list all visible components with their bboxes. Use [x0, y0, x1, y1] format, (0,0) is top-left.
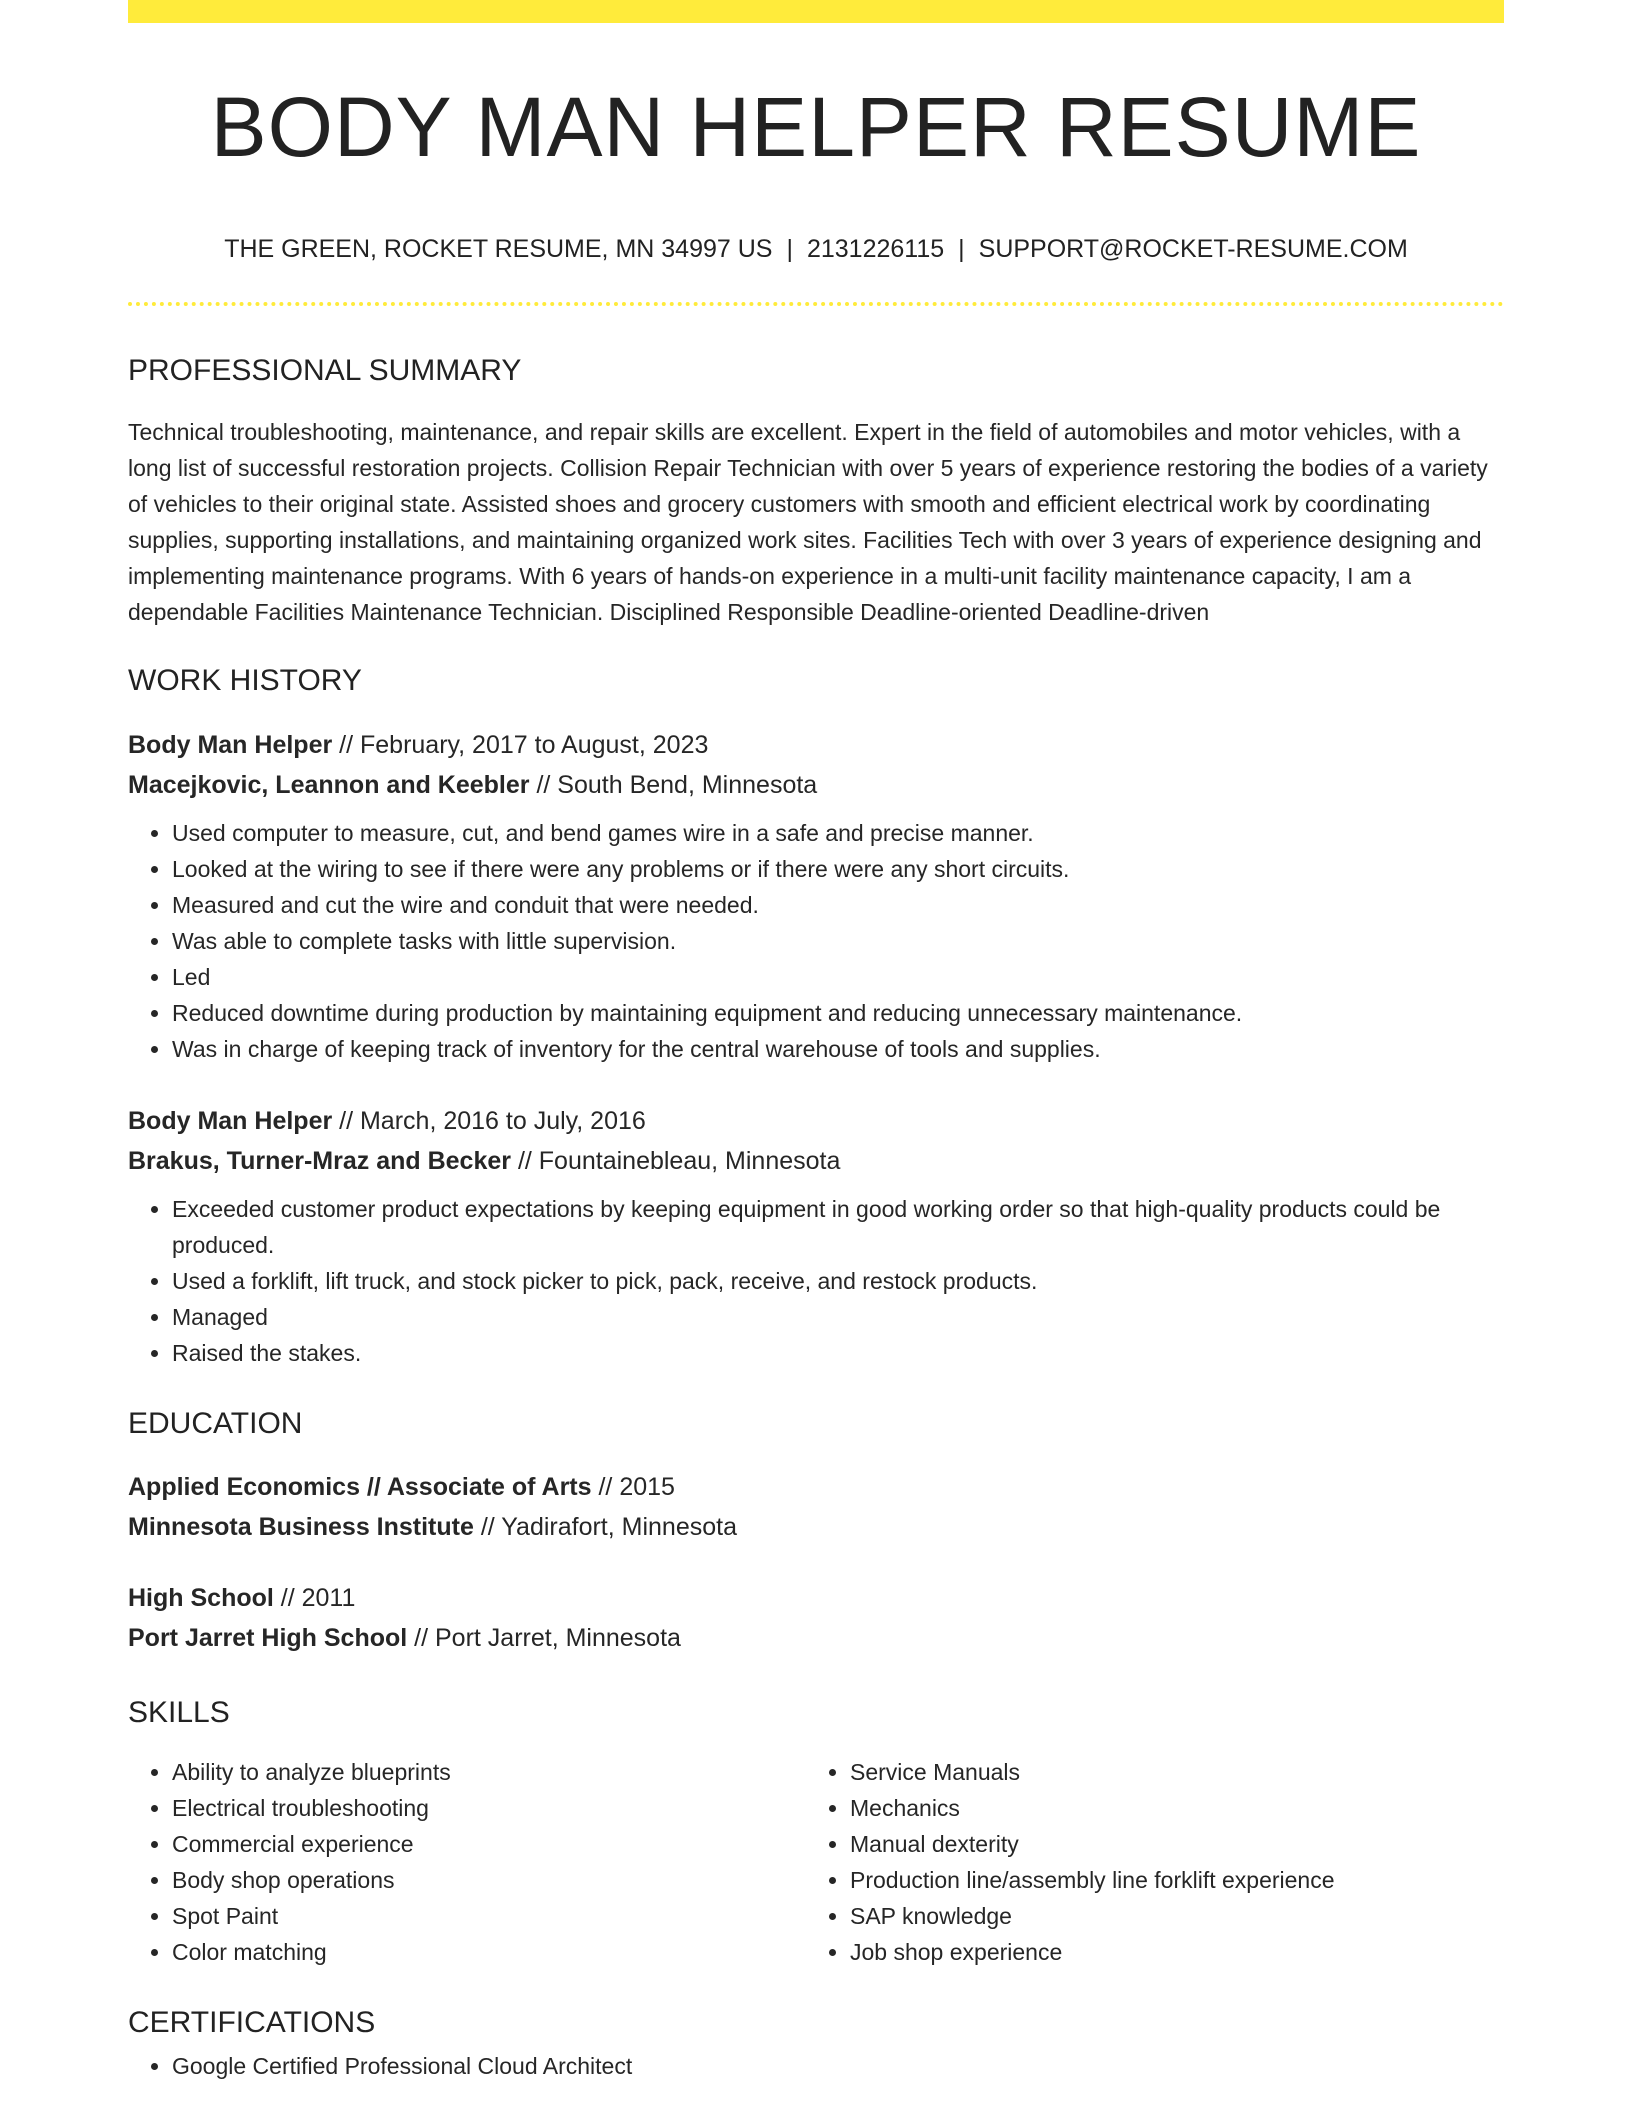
summary-text: Technical troubleshooting, maintenance, and repair skills are excellent. Expert in the field of automobiles and motor vehicles, with a long list of successful restoration projects. Collision Repair Technician with over 5 years of experience restoring the bodies of a variety of vehicles to their original state. Assisted shoes and grocery customers with smooth and efficient electrical work by coordinating supplies, supporting installations, and maintaining organized work sites. Facilities Tech with over 3 years of experience designing and implementing maintenance programs. With 6 years of hands-on experience in a multi-unit facility maintenance capacity, I am a dependable Facilities Maintenance Technician. Disciplined Responsible Deadline-oriented Deadline-driven — [128, 419, 1488, 625]
summary-heading: PROFESSIONAL SUMMARY — [128, 354, 522, 387]
education-entry — [128, 1578, 1504, 1658]
job-title-line — [128, 1101, 1504, 1141]
accent-top-bar — [128, 0, 1504, 23]
education-year: // 2011 — [273, 1584, 356, 1612]
certifications-list — [128, 2048, 1504, 2084]
education-school-line — [128, 1618, 1504, 1658]
contact-separator: | — [786, 235, 793, 263]
list-item: • Ability to analyze blueprints — [172, 1754, 806, 1790]
list-item: • Measured and cut the wire and conduit that were needed. — [172, 887, 1504, 923]
job-company-line — [128, 765, 1504, 805]
education-location: // Yadirafort, Minnesota — [473, 1513, 737, 1541]
education-degree: Applied Economics // Associate of Arts — [128, 1473, 592, 1501]
dotted-divider — [128, 302, 1504, 306]
skills-list — [806, 1754, 1504, 1970]
list-item: • Color matching — [172, 1934, 806, 1970]
skills-list — [128, 1754, 806, 1970]
list-item: • Raised the stakes. — [172, 1335, 1504, 1371]
skills-heading: SKILLS — [128, 1696, 230, 1729]
list-item: • Reduced downtime during production by maintaining equipment and reducing unnecessary maintenance. — [172, 995, 1504, 1031]
job-company: Macejkovic, Leannon and Keebler — [128, 771, 530, 799]
education-school-line — [128, 1507, 1504, 1547]
contact-line — [128, 237, 1504, 262]
list-item: • Managed — [172, 1299, 1504, 1335]
job-bullet-list — [128, 815, 1504, 1067]
education-location: // Port Jarret, Minnesota — [407, 1624, 681, 1652]
education-school: Minnesota Business Institute — [128, 1513, 474, 1541]
job-dates: // March, 2016 to July, 2016 — [332, 1107, 646, 1135]
certifications-heading: CERTIFICATIONS — [128, 2006, 376, 2039]
education-degree-line — [128, 1467, 1504, 1507]
list-item: • Commercial experience — [172, 1826, 806, 1862]
education-year: // 2015 — [591, 1473, 675, 1501]
list-item: • Production line/assembly line forklift experience — [850, 1862, 1504, 1898]
resume-page — [128, 0, 1504, 2084]
list-item: • Was able to complete tasks with little supervision. — [172, 923, 1504, 959]
list-item: • Exceeded customer product expectations by keeping equipment in good working order so that high-quality products could be produced. — [172, 1191, 1504, 1263]
list-item: • Mechanics — [850, 1790, 1504, 1826]
skills-right-column — [806, 1754, 1504, 1970]
education-heading: EDUCATION — [128, 1407, 303, 1440]
list-item: • Job shop experience — [850, 1934, 1504, 1970]
skills-columns — [128, 1754, 1504, 1970]
job-bullet-list — [128, 1191, 1504, 1371]
list-item: • Service Manuals — [850, 1754, 1504, 1790]
job-entry — [128, 725, 1504, 1067]
resume-title: BODY MAN HELPER RESUME — [210, 80, 1422, 174]
list-item: • Used computer to measure, cut, and bend games wire in a safe and precise manner. — [172, 815, 1504, 851]
job-role: Body Man Helper — [128, 1107, 333, 1135]
education-school: Port Jarret High School — [128, 1624, 408, 1652]
job-title-line — [128, 725, 1504, 765]
contact-separator: | — [958, 235, 965, 263]
job-company: Brakus, Turner-Mraz and Becker — [128, 1147, 511, 1175]
list-item: • Was in charge of keeping track of inventory for the central warehouse of tools and supplies. — [172, 1031, 1504, 1067]
work-history-heading: WORK HISTORY — [128, 664, 362, 697]
list-item: • Led — [172, 959, 1504, 995]
list-item: • Body shop operations — [172, 1862, 806, 1898]
contact-email: SUPPORT@ROCKET-RESUME.COM — [978, 235, 1408, 263]
education-entry — [128, 1467, 1504, 1547]
job-dates: // February, 2017 to August, 2023 — [332, 731, 709, 759]
job-entry — [128, 1101, 1504, 1371]
list-item: • Manual dexterity — [850, 1826, 1504, 1862]
contact-phone: 2131226115 — [806, 235, 945, 263]
education-degree-line — [128, 1578, 1504, 1618]
list-item: • Electrical troubleshooting — [172, 1790, 806, 1826]
list-item: • Looked at the wiring to see if there were any problems or if there were any short circuits. — [172, 851, 1504, 887]
contact-address: THE GREEN, ROCKET RESUME, MN 34997 US — [224, 235, 773, 263]
list-item: • Google Certified Professional Cloud Architect — [172, 2048, 1504, 2084]
job-company-line — [128, 1141, 1504, 1181]
list-item: • Spot Paint — [172, 1898, 806, 1934]
list-item: • Used a forklift, lift truck, and stock picker to pick, pack, receive, and restock products. — [172, 1263, 1504, 1299]
skills-left-column — [128, 1754, 806, 1970]
job-location: // Fountainebleau, Minnesota — [511, 1147, 841, 1175]
job-role: Body Man Helper — [128, 731, 333, 759]
job-location: // South Bend, Minnesota — [529, 771, 818, 799]
list-item: • SAP knowledge — [850, 1898, 1504, 1934]
education-degree: High School — [128, 1584, 274, 1612]
